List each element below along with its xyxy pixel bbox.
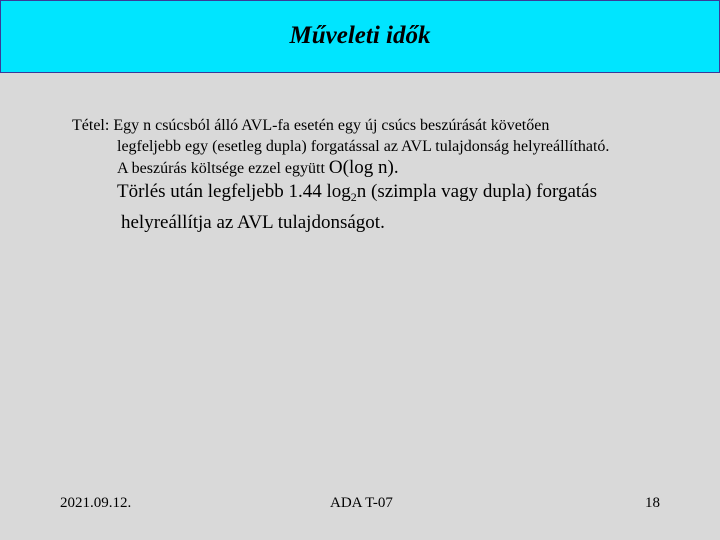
theorem-line-2: legfeljebb egy (esetleg dupla) forgatással az AVL tulajdonság helyreállítható. — [117, 138, 610, 155]
title-bar — [0, 0, 720, 73]
complexity-math: O(log n). — [328, 157, 399, 178]
theorem-text-3: A beszúrás költsége ezzel együtt — [117, 160, 325, 177]
slide-title: Műveleti idők — [289, 21, 431, 49]
slide-content — [72, 115, 702, 236]
deletion-text-pre: Törlés után legfeljebb 1.44 log — [117, 181, 351, 202]
deletion-line-2: helyreállítja az AVL tulajdonságot. — [121, 212, 385, 233]
log-subscript: 2 — [350, 190, 357, 204]
footer-center: ADA T-07 — [330, 495, 393, 511]
deletion-text-post: n (szimpla vagy dupla) forgatás — [356, 181, 597, 202]
theorem-line-1 — [72, 115, 702, 136]
theorem-label: Tétel: — [72, 117, 110, 134]
deletion-line-1 — [72, 179, 702, 210]
footer-date: 2021.09.12. — [60, 495, 132, 511]
footer-page-number: 18 — [645, 495, 660, 511]
theorem-text-1: Egy n csúcsból álló AVL-fa esetén egy új csúcs beszúrását követően — [113, 117, 550, 134]
theorem-line-3 — [72, 157, 702, 179]
